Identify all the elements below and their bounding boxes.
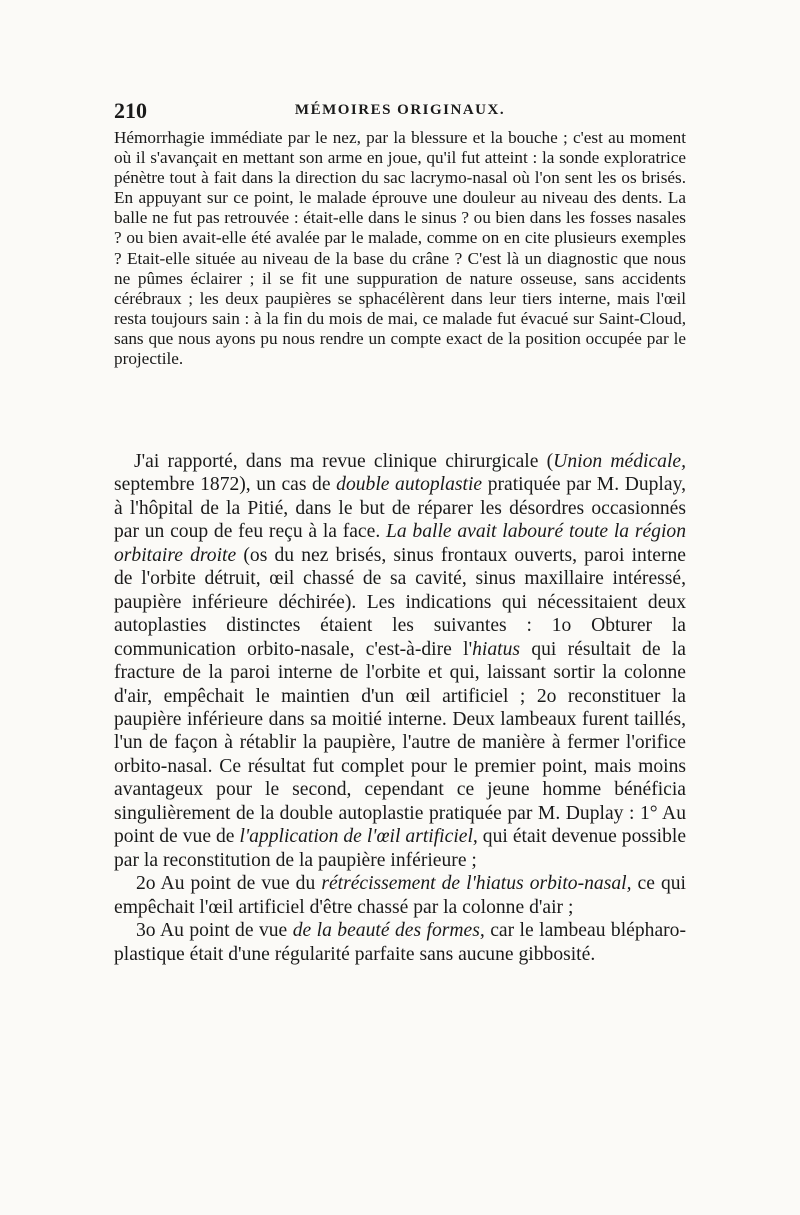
italic-run: de la beauté des formes, (292, 920, 485, 942)
paragraph-point-2 (114, 872, 686, 919)
text-run: (os du nez brisés, sinus frontaux ouverts, paroi interne de l'orbite détruit, œil chassé de sa cavité, sinus maxillaire intéressé, paupière inférieure déchirée). Les indications qui nécessitaient deux autoplasties distinctes étaient les suivantes : 1o Obturer la communication orbito-nasale, c'est-à-dire l' (114, 544, 686, 660)
text-run: septembre 1872), un cas de (114, 474, 337, 496)
paragraph-point-3 (114, 919, 686, 966)
italic-run: l'application de l'œil artificiel, (239, 826, 478, 848)
bleed-through-area (114, 1142, 686, 1182)
text-run: car le lambeau blépharo-plastique était d'une régularité parfaite sans aucune gibbosité. (114, 920, 686, 965)
running-title: MÉMOIRES ORIGINAUX. (294, 102, 506, 118)
text-run: pratiquée par M. Duplay, à l'hôpital de la Pitié, dans le but de réparer les désordres occasionnés par un coup de feu reçu à la face. (114, 474, 686, 543)
text-run: J'ai rapporté, dans ma revue clinique chirurgicale ( (134, 451, 554, 472)
main-text-block (114, 450, 686, 966)
text-run: qui était devenue possible par la reconstitution de la paupière inférieure ; (114, 826, 687, 871)
case-description-block (114, 128, 686, 369)
text-run: qui résultait de la fracture de la paroi interne de l'orbite et qui, laissant sortir la colonne d'air, empêchait le maintien d'un œil artificiel ; 2o reconstituer la paupière inférieure dans sa moitié interne. Deux lambeaux furent taillés, l'un de façon à rétablir la paupière, l'autre de manière à fermer l'orifice orbito-nasal. Ce résultat fut complet pour le premier point, mais moins avantageux pour le second, cependant ce jeune homme bénéficia singulièrement de la double autoplastie pratiquée par M. Duplay : 1° Au point de vue de (114, 638, 686, 848)
italic-run: rétrécissement de l'hiatus orbito-nasal, (321, 873, 632, 895)
text-run: ce qui empêchait l'œil artificiel d'être chassé par la colonne d'air ; (114, 873, 686, 918)
page-number: 210 (114, 98, 147, 123)
italic-run: La balle avait labouré toute la région orbitaire droite (114, 521, 686, 566)
paragraph-double-autoplasty (114, 450, 686, 872)
italic-run: Union médicale, (553, 451, 686, 472)
page-header (114, 98, 686, 124)
case-description-paragraph: Hémorrhagie immédiate par le nez, par la blessure et la bouche ; c'est au moment où il s'avançait en mettant son arme en joue, qu'il fut atteint : la sonde exploratrice pénètre tout à fait dans la direction du sac lacrymo-nasal où l'on sent les os brisés. En appuyant sur ce point, le malade éprouve une douleur au niveau des dents. La balle ne fut pas retrouvée : était-elle dans le sinus ? ou bien dans les fosses nasales ? ou bien avait-elle été avalée par le malade, comme on en cite plusieurs exemples ? Etait-elle située au niveau de la base du crâne ? C'est là un diagnostic que nous ne pûmes éclairer ; il se fit une suppuration de nature osseuse, sans accidents cérébraux ; les deux paupières se sphacélèrent dans leur tiers interne, mais l'œil resta toujours sain : à la fin du mois de mai, ce malade fut évacué sur Saint-Cloud, sans que nous ayons pu nous rendre un compte exact de la position occupée par le projectile. (114, 128, 686, 369)
text-run: 2o Au point de vue du (136, 873, 322, 895)
italic-run: double autoplastie (336, 474, 483, 496)
italic-run: hiatus (472, 638, 521, 660)
text-run: 3o Au point de vue (136, 920, 293, 942)
